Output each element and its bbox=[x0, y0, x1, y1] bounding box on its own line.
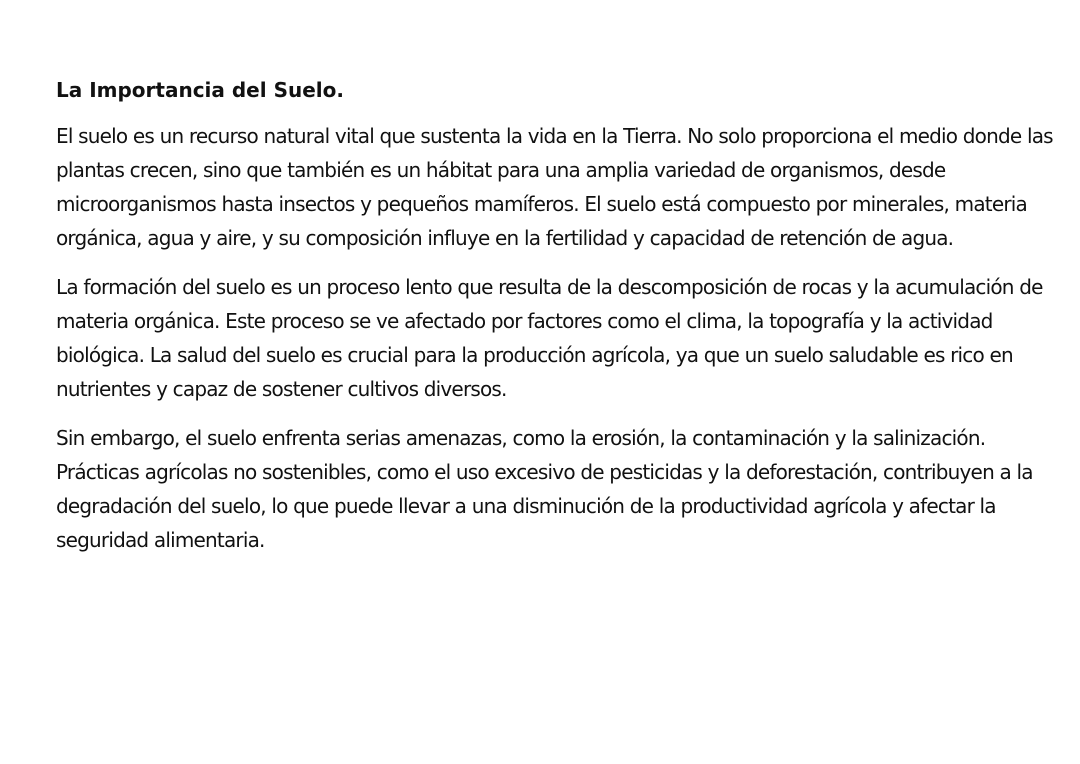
paragraph-formation: La formación del suelo es un proceso lento que resulta de la descomposición de rocas y la acumulación de materia orgánica. Este proceso se ve afectado por factores como el clima, la topografía y la actividad biológica. La salud del suelo es crucial para la producción agrícola, ya que un suelo saludable es rico en nutrientes y capaz de sostener cultivos diversos. bbox=[56, 275, 1043, 401]
paragraph-threats: Sin embargo, el suelo enfrenta serias amenazas, como la erosión, la contaminación y la salinización. Prácticas agrícolas no sostenibles, como el uso excesivo de pesticidas y la deforestación, contribuyen a la degradación del suelo, lo que puede llevar a una disminución de la productividad agrícola y afectar la seguridad alimentaria. bbox=[56, 426, 1033, 552]
paragraph-intro: El suelo es un recurso natural vital que sustenta la vida en la Tierra. No solo proporciona el medio donde las plantas crecen, sino que también es un hábitat para una amplia variedad de organismos, desde microorganismos hasta insectos y pequeños mamíferos. El suelo está compuesto por minerales, materia orgánica, agua y aire, y su composición influye en la fertilidad y capacidad de retención de agua. bbox=[56, 124, 1053, 250]
document-title: La Importancia del Suelo. bbox=[56, 78, 344, 102]
document-body bbox=[56, 75, 1068, 572]
